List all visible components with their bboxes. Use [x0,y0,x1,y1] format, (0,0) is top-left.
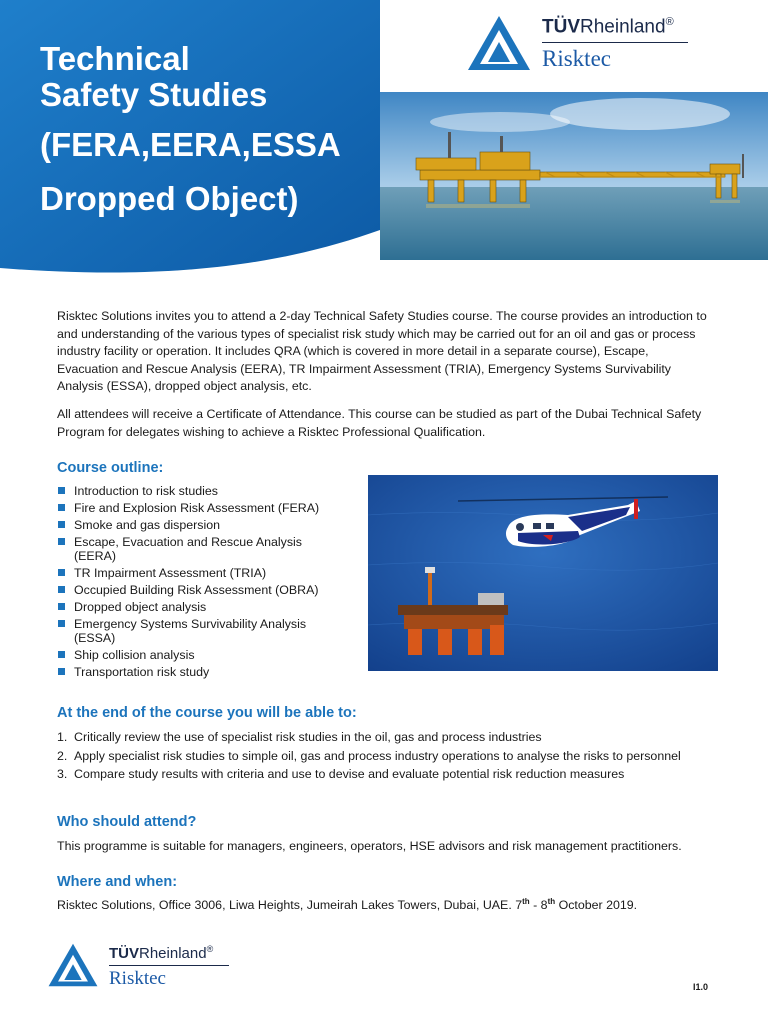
where-text: Risktec Solutions, Office 3006, Liwa Heights, Jumeirah Lakes Towers, Dubai, UAE. 7th - 8th October 2019. [57,897,638,913]
list-item: TR Impairment Assessment (TRIA) [57,566,357,580]
bullet-icon [58,538,65,545]
where-heading: Where and when: [57,874,178,890]
list-item: Introduction to risk studies [57,484,357,498]
bullet-icon [58,487,65,494]
logo-divider [109,965,229,966]
title-line-1: Technical [40,40,190,77]
list-item: Escape, Evacuation and Rescue Analysis (EERA) [57,535,324,563]
helicopter-rig-image [368,475,718,671]
list-item: 2. Apply specialist risk studies to simple oil, gas and process industry operations to analyse the risks to personnel [57,748,681,763]
tuv-rheinland-label: TÜVRheinland® [542,16,674,38]
offshore-platform-image [380,92,768,260]
title-line-4: Dropped Object) [40,180,299,217]
bullet-icon [58,603,65,610]
attend-text: This programme is suitable for managers, engineers, operators, HSE advisors and risk management practitioners. [57,839,682,853]
bullet-icon [58,668,65,675]
attend-heading: Who should attend? [57,814,197,830]
bullet-icon [58,651,65,658]
title-line-2: Safety Studies [40,76,268,113]
title-line-3: (FERA,EERA,ESSA [40,126,341,163]
list-item: Smoke and gas dispersion [57,518,357,532]
risktec-label: Risktec [542,46,611,71]
list-item: Transportation risk study [57,665,357,679]
intro-paragraph-2: All attendees will receive a Certificate of Attendance. This course can be studied as part of the Dubai Technical Safety Program for delegates wishing to achieve a Risktec Professional Qualification. [57,406,702,439]
bullet-icon [58,504,65,511]
objectives-list [57,728,737,784]
logo-divider [542,42,688,43]
risktec-logo-top [466,14,696,74]
course-outline-list [57,484,357,682]
list-item: Ship collision analysis [57,648,357,662]
version-label: I1.0 [693,982,709,992]
intro-text [57,308,713,451]
triangle-logo-icon [466,14,532,72]
list-item: Emergency Systems Survivability Analysis (ESSA) [57,617,324,645]
bullet-icon [58,521,65,528]
list-item: Occupied Building Risk Assessment (OBRA) [57,583,357,597]
tuv-rheinland-label: TÜVRheinland® [109,944,214,962]
intro-paragraph-1: Risktec Solutions invites you to attend a 2-day Technical Safety Studies course. The course provides an introduction to and understanding of the various types of specialist risk study which may be carried out for an oil and gas or process industry facility or operation. It includes QRA (which is covered in more detail in a separate course), Escape, Evacuation and Rescue Analysis (EERA), TR Impairment Assessment (TRIA), Emergency Systems Survivability Analysis (ESSA), dropped object analysis, etc. [57,309,707,394]
bullet-icon [58,620,65,627]
list-item: Fire and Explosion Risk Assessment (FERA) [57,501,357,515]
risktec-logo-bottom [47,942,237,992]
bullet-icon [58,569,65,576]
triangle-logo-icon [47,942,99,988]
course-outline-heading: Course outline: [57,460,164,476]
list-item: 1. Critically review the use of specialist risk studies in the oil, gas and process industries [57,730,542,744]
list-item: 3. Compare study results with criteria and use to devise and evaluate potential risk reduction measures [57,767,625,781]
list-item: Dropped object analysis [57,600,357,614]
risktec-label: Risktec [109,968,166,989]
objectives-heading: At the end of the course you will be able to: [57,705,357,721]
bullet-icon [58,586,65,593]
page-title [40,42,380,215]
